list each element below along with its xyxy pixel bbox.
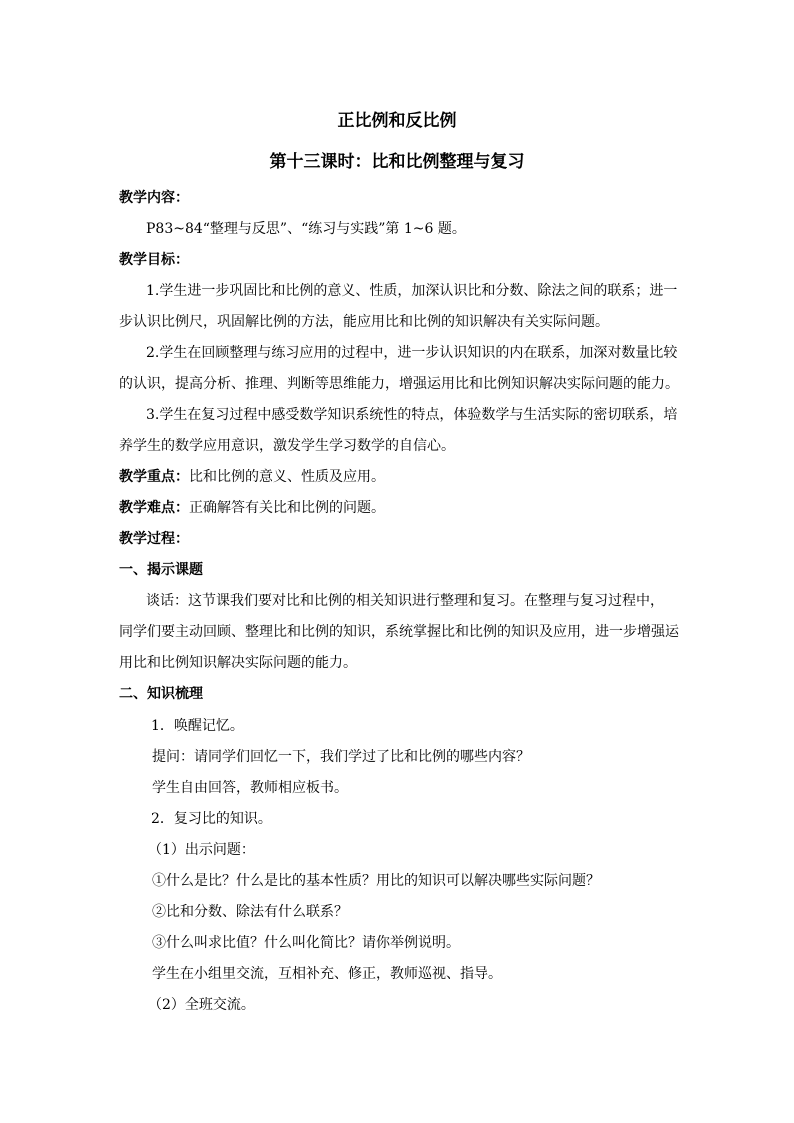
sub1: （1）出示问题： <box>148 842 255 858</box>
goals-heading: 教学目标： <box>119 252 189 268</box>
difficulty-text: 正确解答有关比和比例的问题。 <box>189 500 385 516</box>
document-title: 正比例和反比例 <box>337 111 457 131</box>
difficulty-row <box>119 497 385 517</box>
question-text: 提问：请同学们回忆一下，我们学过了比和比例的哪些内容？ <box>152 749 530 765</box>
answer-text: 学生自由回答，教师相应板书。 <box>152 780 348 796</box>
item1: 1．唤醒记忆。 <box>151 718 244 734</box>
goal2-line2: 的认识，提高分析、推理、判断等思维能力，增强运用比和比例知识解决实际问题的能力。 <box>119 376 679 392</box>
question-1: ①什么是比？什么是比的基本性质？用比的知识可以解决哪些实际问题？ <box>152 873 600 889</box>
goal3-line1: 3.学生在复习过程中感受数学知识系统性的特点，体验数学与生活实际的密切联系，培 <box>146 407 678 423</box>
key-point-label: 教学重点： <box>119 469 189 485</box>
goal2-line1: 2.学生在回顾整理与练习应用的过程中，进一步认识知识的内在联系，加深对数量比较 <box>146 345 678 361</box>
group-text: 学生在小组里交流，互相补充、修正，教师巡视、指导。 <box>152 966 502 982</box>
content-text: P83~84“整理与反思”、“练习与实践”第 1~6 题。 <box>146 221 466 237</box>
section1-line1: 谈话：这节课我们要对比和比例的相关知识进行整理和复习。在整理与复习过程中， <box>146 593 664 609</box>
item2: 2．复习比的知识。 <box>151 811 272 827</box>
process-heading: 教学过程： <box>119 531 189 547</box>
key-point-text: 比和比例的意义、性质及应用。 <box>189 469 385 485</box>
sub2: （2）全班交流。 <box>148 997 255 1013</box>
question-3: ③什么叫求比值？什么叫化简比？请你举例说明。 <box>152 935 460 951</box>
goal1-line2: 步认识比例尺，巩固解比例的方法，能应用比和比例的知识解决有关实际问题。 <box>119 314 609 330</box>
lesson-subtitle: 第十三课时：比和比例整理与复习 <box>269 152 525 172</box>
goal1-line1: 1.学生进一步巩固比和比例的意义、性质，加深认识比和分数、除法之间的联系；进一 <box>146 283 678 299</box>
goal3-line2: 养学生的数学应用意识，激发学生学习数学的自信心。 <box>119 438 455 454</box>
content-heading: 教学内容： <box>119 190 189 206</box>
difficulty-label: 教学难点： <box>119 500 189 516</box>
section1-line3: 用比和比例知识解决实际问题的能力。 <box>119 655 357 671</box>
key-point-row <box>119 466 385 486</box>
question-2: ②比和分数、除法有什么联系？ <box>152 904 348 920</box>
section2-heading: 二、知识梳理 <box>119 686 203 702</box>
section1-heading: 一、揭示课题 <box>119 562 203 578</box>
section1-line2: 同学们要主动回顾、整理比和比例的知识，系统掌握比和比例的知识及应用，进一步增强运 <box>119 624 679 640</box>
